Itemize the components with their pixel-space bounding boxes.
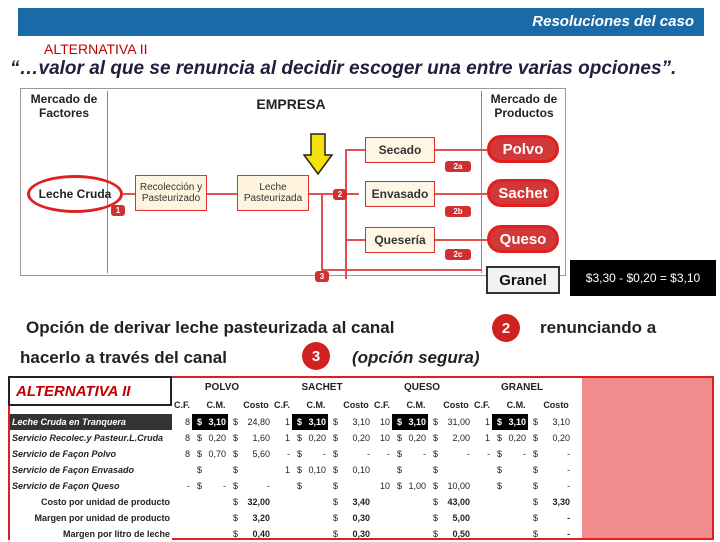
table-cell: 3,10	[552, 417, 571, 427]
process-envasado: Envasado	[365, 181, 435, 207]
subheader-cell	[192, 396, 204, 414]
summary-value: 3,20	[252, 513, 271, 523]
table-cell: 31,00	[447, 417, 471, 427]
summary-value: -	[567, 529, 571, 539]
option-after-2: (opción segura)	[352, 348, 480, 367]
empty-cell	[504, 510, 528, 526]
table-cell: $	[333, 417, 339, 427]
table-cell: 0,20	[508, 433, 527, 443]
table-cell: 1	[285, 465, 291, 475]
table-cell: $	[233, 465, 239, 475]
table-cell	[440, 462, 472, 478]
table-cell: -	[187, 481, 191, 491]
table-cell: $	[533, 433, 539, 443]
table-cell: 3,10	[404, 414, 428, 430]
summary-value: 5,00	[452, 513, 471, 523]
table-cell: $	[297, 433, 303, 443]
table-cell: -	[567, 449, 571, 459]
subheader-cell	[292, 396, 304, 414]
process-queseria: Quesería	[365, 227, 435, 253]
table-cell: 24,80	[247, 417, 271, 427]
badge-3: 3	[315, 271, 329, 282]
option-line-1: Opción de derivar leche pasteurizada al canal	[26, 318, 395, 337]
table-cell: $	[533, 449, 539, 459]
table-cell	[504, 478, 528, 494]
subheader-cell: Costo	[443, 400, 469, 410]
empty-cell	[192, 494, 204, 510]
col-left-heading: Mercado de Factores	[30, 92, 98, 120]
table-cell: 3,10	[304, 414, 328, 430]
table-cell: 0,20	[552, 433, 571, 443]
connector	[345, 239, 365, 241]
summary-value: 0,30	[352, 529, 371, 539]
empty-cell	[504, 494, 528, 510]
summary-value: 32,00	[247, 497, 271, 507]
empty-cell	[172, 494, 192, 510]
table-cell: $	[197, 433, 203, 443]
table-cell: -	[367, 449, 371, 459]
group-granel: GRANEL	[500, 381, 544, 393]
empty-cell	[492, 494, 504, 510]
summary-label: Costo por unidad de producto	[10, 494, 172, 510]
arrow-down-icon	[303, 133, 333, 175]
empty-cell	[304, 510, 328, 526]
option-line-2: hacerlo a través del canal	[20, 348, 227, 367]
subheader-cell	[328, 396, 340, 414]
definition-quote: “…valor al que se renuncia al decidir escoger una entre varias opciones”.	[10, 58, 677, 79]
table-cell: 0,20	[408, 433, 427, 443]
summary-value: 43,00	[447, 497, 471, 507]
table-cell: $	[433, 481, 439, 491]
table-cell: 1	[485, 417, 491, 427]
empty-cell	[192, 510, 204, 526]
table-row	[10, 462, 572, 478]
table-row	[10, 430, 572, 446]
empty-cell	[372, 510, 392, 526]
table-cell: 10	[380, 417, 391, 427]
table-cell: 3,10	[504, 414, 528, 430]
table-row	[10, 446, 572, 462]
connector	[321, 193, 323, 271]
table-cell: -	[287, 449, 291, 459]
table-cell	[240, 462, 272, 478]
table-cell: $	[233, 433, 239, 443]
table-cell: $	[433, 465, 439, 475]
currency-cell: $	[233, 529, 239, 539]
badge-1: 1	[111, 205, 125, 216]
divider-right	[481, 91, 482, 273]
connector	[345, 149, 365, 151]
summary-label: Margen por unidad de producto	[10, 510, 172, 526]
table-row	[10, 414, 572, 430]
subheader-cell: C.F.	[474, 400, 491, 410]
connector	[435, 149, 487, 151]
connector	[207, 193, 237, 195]
table-cell: $	[297, 465, 303, 475]
table-cell	[472, 478, 492, 494]
table-cell: $	[397, 449, 403, 459]
group-sachet: SACHET	[301, 381, 343, 393]
row-label: Servicio de Façon Envasado	[12, 465, 135, 475]
table-cell: $	[533, 481, 539, 491]
table-cell	[172, 462, 192, 478]
table-cell	[472, 462, 492, 478]
currency-cell: $	[333, 513, 339, 523]
table-cell: $	[433, 417, 439, 427]
table-cell: -	[523, 449, 527, 459]
connector	[123, 193, 135, 195]
table-cell: 10	[380, 433, 391, 443]
product-sachet: Sachet	[487, 179, 559, 207]
channel-3-badge: 3	[302, 342, 330, 370]
connector	[435, 239, 487, 241]
summary-value: 0,40	[252, 529, 271, 539]
table-cell: 3,10	[204, 414, 228, 430]
subheader-cell: C.F.	[374, 400, 391, 410]
table-cell: $	[333, 481, 339, 491]
empty-cell	[272, 510, 292, 526]
table-cell: $	[433, 433, 439, 443]
collection-node: Recolección y Pasteurizado	[135, 175, 207, 211]
currency-cell: $	[533, 513, 539, 523]
table-cell	[304, 478, 328, 494]
table-cell: -	[567, 465, 571, 475]
subheader-cell	[392, 396, 404, 414]
table-cell: $	[333, 465, 339, 475]
currency-cell: $	[333, 529, 339, 539]
group-polvo: POLVO	[204, 381, 240, 393]
table-cell: $	[497, 481, 503, 491]
table-cell: -	[487, 449, 491, 459]
pasteurized-node: Leche Pasteurizada	[237, 175, 309, 211]
table-cell: 0,20	[308, 433, 327, 443]
badge-2: 2	[333, 189, 347, 200]
summary-value: -	[567, 513, 571, 523]
empty-cell	[292, 494, 304, 510]
table-cell	[372, 462, 392, 478]
table-cell: -	[267, 481, 271, 491]
empty-cell	[472, 510, 492, 526]
table-cell: -	[223, 481, 227, 491]
connector	[321, 269, 481, 271]
empty-cell	[404, 494, 428, 510]
table-cell: $	[497, 465, 503, 475]
table-cell: 1,60	[252, 433, 271, 443]
table-cell: $	[533, 417, 539, 427]
subheader-cell	[492, 396, 504, 414]
subheader-cell: C.F.	[174, 400, 191, 410]
badge-2c: 2c	[445, 249, 471, 260]
col-right-heading: Mercado de Productos	[490, 92, 558, 120]
table-cell: 5,60	[252, 449, 271, 459]
empty-cell	[392, 494, 404, 510]
table-cell: 8	[185, 449, 191, 459]
subheader-cell: Costo	[543, 400, 569, 410]
table-cell: 3,10	[352, 417, 371, 427]
connector	[435, 193, 487, 195]
table-cell: $	[333, 449, 339, 459]
badge-2b: 2b	[445, 206, 471, 217]
table-cell: -	[423, 449, 427, 459]
table-cell: $	[192, 414, 204, 430]
summary-row	[10, 510, 572, 526]
table-cell: 2,00	[452, 433, 471, 443]
table-cell: $	[197, 465, 203, 475]
empty-cell	[204, 510, 228, 526]
table-cell: 1	[285, 433, 291, 443]
table-cell: $	[333, 433, 339, 443]
table-cell: $	[233, 449, 239, 459]
table-row	[10, 478, 572, 494]
granel-column-bg	[582, 378, 712, 538]
empty-cell	[204, 494, 228, 510]
table-cell: 0,70	[208, 449, 227, 459]
table-cell: $	[233, 417, 239, 427]
table-cell	[204, 462, 228, 478]
subheader-cell: C.M.	[406, 400, 426, 410]
header-title: Resoluciones del caso	[532, 13, 694, 30]
table-cell	[272, 478, 292, 494]
col-mid-heading: EMPRESA	[256, 96, 326, 112]
product-granel: Granel	[486, 266, 560, 294]
row-label: Servicio de Façon Queso	[12, 481, 120, 491]
empty-cell	[304, 494, 328, 510]
table-cell	[504, 462, 528, 478]
table-cell: -	[567, 481, 571, 491]
table-cell: $	[197, 449, 203, 459]
table-cell: $	[397, 481, 403, 491]
currency-cell: $	[233, 497, 239, 507]
currency-cell: $	[433, 529, 439, 539]
table-cell: 1	[285, 417, 291, 427]
table-cell: 0,10	[308, 465, 327, 475]
table-cell: $	[397, 433, 403, 443]
table-cell: 0,20	[352, 433, 371, 443]
calculation-box: $3,30 - $0,20 = $3,10	[570, 260, 716, 296]
subheader-cell: Costo	[243, 400, 269, 410]
subheader-cell: C.F.	[274, 400, 291, 410]
summary-row	[10, 494, 572, 510]
table-cell: 10,00	[447, 481, 471, 491]
table-cell: $	[233, 481, 239, 491]
alternative-label-table: ALTERNATIVA II	[8, 376, 172, 406]
table-cell: $	[197, 481, 203, 491]
currency-cell: $	[533, 497, 539, 507]
connector	[345, 149, 347, 279]
product-polvo: Polvo	[487, 135, 559, 163]
currency-cell: $	[233, 513, 239, 523]
table-cell: 10	[380, 481, 391, 491]
subheader-cell: C.M.	[206, 400, 226, 410]
row-label: Leche Cruda en Tranquera	[10, 414, 172, 430]
currency-cell: $	[533, 529, 539, 539]
subheader-cell	[428, 396, 440, 414]
currency-cell: $	[333, 497, 339, 507]
table-cell: $	[533, 465, 539, 475]
empty-cell	[272, 494, 292, 510]
subheader-cell: C.M.	[306, 400, 326, 410]
table-cell: $	[297, 449, 303, 459]
subheader-cell: Costo	[343, 400, 369, 410]
currency-cell: $	[433, 497, 439, 507]
table-cell: $	[497, 433, 503, 443]
table-cell: 0,20	[208, 433, 227, 443]
empty-cell	[172, 510, 192, 526]
process-secado: Secado	[365, 137, 435, 163]
channel-2-badge: 2	[492, 314, 520, 342]
summary-value: 0,30	[352, 513, 371, 523]
table-cell: -	[323, 449, 327, 459]
raw-milk-node: Leche Cruda	[27, 175, 123, 213]
empty-cell	[292, 510, 304, 526]
row-label: Servicio Recolec.y Pasteur.L.Cruda	[12, 433, 164, 443]
row-label: Servicio de Façon Polvo	[12, 449, 117, 459]
summary-value: 3,40	[352, 497, 371, 507]
table-cell	[340, 478, 372, 494]
empty-cell	[372, 494, 392, 510]
table-cell: $	[433, 449, 439, 459]
empty-cell	[404, 510, 428, 526]
table-cell: 0,10	[352, 465, 371, 475]
empty-cell	[392, 510, 404, 526]
alternative-label: ALTERNATIVA II	[44, 41, 148, 57]
table-cell	[404, 462, 428, 478]
table-cell: -	[467, 449, 471, 459]
empty-cell	[472, 494, 492, 510]
table-cell: -	[387, 449, 391, 459]
subheader-cell	[228, 396, 240, 414]
table-cell: $	[397, 465, 403, 475]
table-cell: $	[297, 481, 303, 491]
option-after-1: renunciando a	[540, 318, 657, 337]
table-cell: 8	[185, 417, 191, 427]
group-queso: QUESO	[403, 381, 441, 393]
table-cell: $	[392, 414, 404, 430]
product-queso: Queso	[487, 225, 559, 253]
table-cell: $	[497, 449, 503, 459]
badge-2a: 2a	[445, 161, 471, 172]
table-cell: 8	[185, 433, 191, 443]
table-cell: $	[292, 414, 304, 430]
table-cell: 1,00	[408, 481, 427, 491]
table-cell: 1	[485, 433, 491, 443]
summary-value: 0,50	[452, 529, 471, 539]
summary-value: 3,30	[552, 497, 571, 507]
empty-cell	[492, 510, 504, 526]
subheader-cell	[528, 396, 540, 414]
currency-cell: $	[433, 513, 439, 523]
table-cell: $	[492, 414, 504, 430]
summary-label: Margen por litro de leche	[10, 526, 172, 542]
subheader-cell: C.M.	[506, 400, 526, 410]
